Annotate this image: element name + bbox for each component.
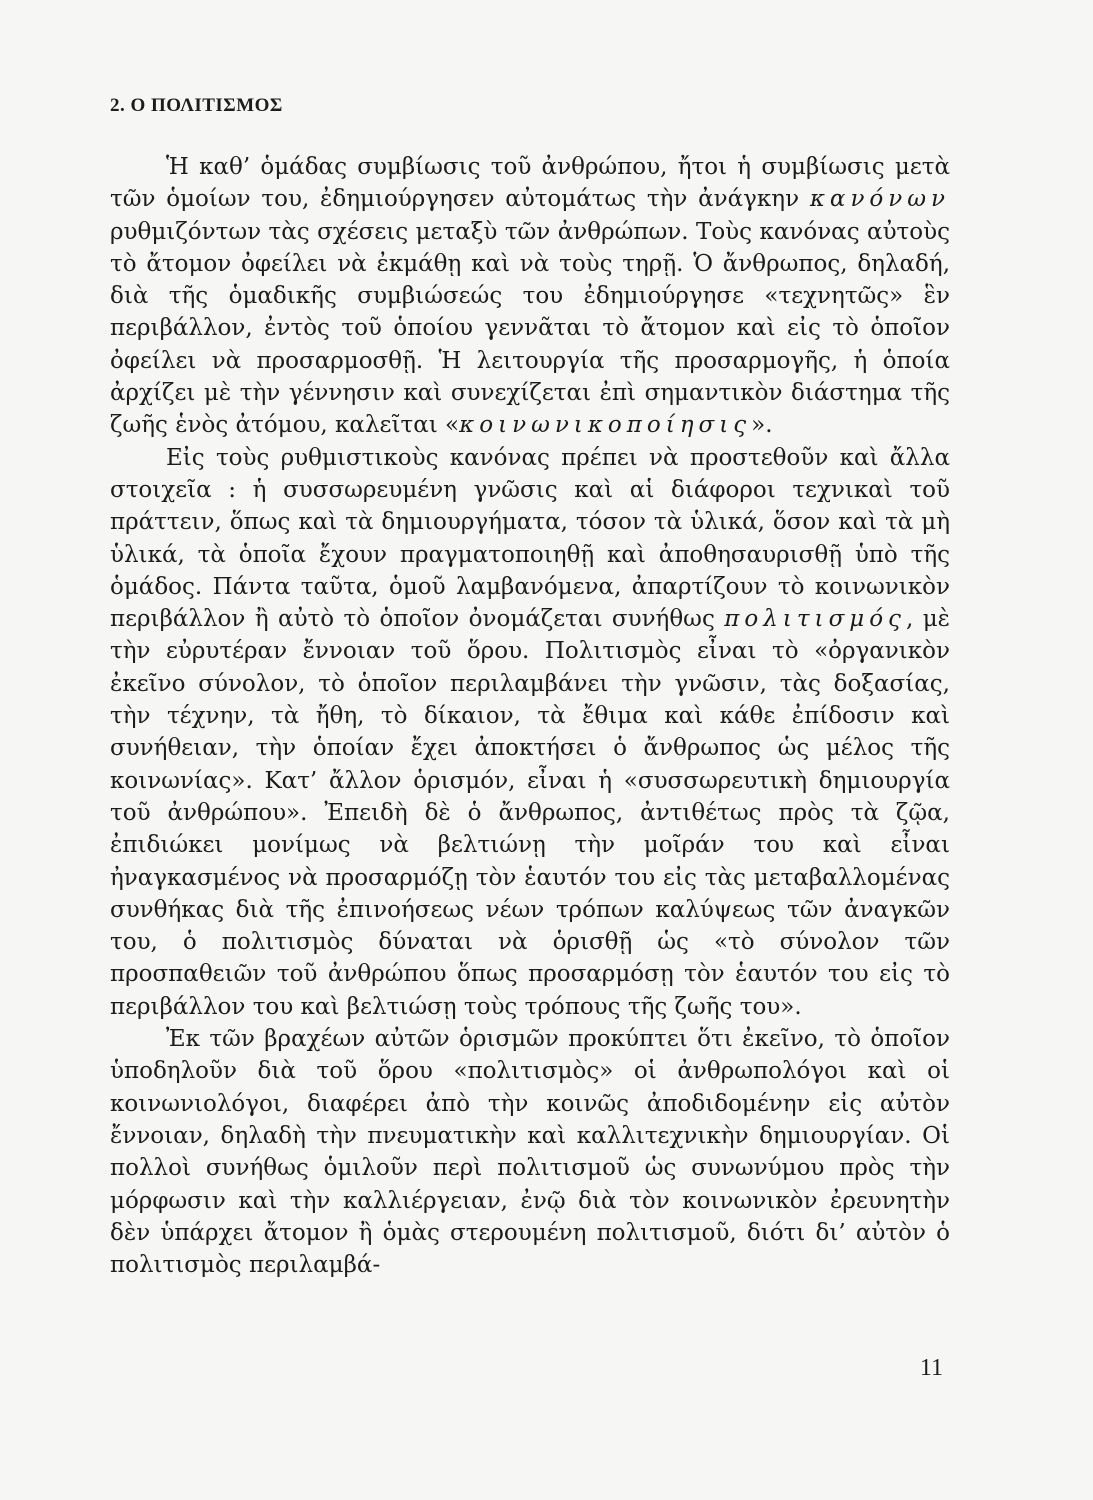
page-number: 11 — [919, 1355, 943, 1381]
paragraph-1-text-b: ρυθμιζόντων τὰς σχέσεις μεταξὺ τῶν ἀνθρώπων. Τοὺς κανόνας αὐτοὺς τὸ ἄτομον ὀφείλει νὰ ἐκμάθῃ καὶ νὰ τοὺς τηρῇ. Ὁ ἄνθρωπος, δηλαδή, διὰ τῆς ὁμαδικῆς συμβιώσεώς του ἐδημιούργησε «τεχνητῶς» ἓν περιβάλλον, ἐντὸς τοῦ ὁποίου γεννᾶται τὸ ἄτομον καὶ εἰς τὸ ὁποῖον ὀφείλει νὰ προσαρμοσθῇ. Ἡ λειτουργία τῆς προσαρμογῆς, ἡ ὁποία ἀρχίζει μὲ τὴν γέννησιν καὶ συνεχίζεται ἐπὶ σημαντικὸν διάστημα τῆς ζωῆς ἑνὸς ἀτόμου, καλεῖται « — [110, 218, 950, 439]
paragraph-1 — [110, 151, 950, 442]
term-kanonon: κανόνων — [809, 186, 950, 213]
paragraph-3-text: Ἐκ τῶν βραχέων αὐτῶν ὁρισμῶν προκύπτει ὅτι ἐκεῖνο, τὸ ὁποῖον ὑποδηλοῦν διὰ τοῦ ὅρου «πολιτισμὸς» οἱ ἀνθρωπολόγοι καὶ οἱ κοινωνιολόγοι, διαφέρει ἀπὸ τὴν κοινῶς ἀποδιδομένην εἰς αὐτὸν ἔννοιαν, δηλαδὴ τὴν πνευματικὴν καὶ καλλιτεχνικὴν δημιουργίαν. Οἱ πολλοὶ συνήθως ὁμιλοῦν περὶ πολιτισμοῦ ὡς συνωνύμου πρὸς τὴν μόρφωσιν καὶ τὴν καλλιέργειαν, ἐνῷ διὰ τὸν κοινωνικὸν ἐρευνητὴν δὲν ὑπάρχει ἄτομον ἢ ὁμὰς στερουμένη πολιτισμοῦ, διότι δι’ αὐτὸν ὁ πολιτισμὸς περιλαμβά- — [110, 1026, 950, 1279]
term-koinonikopoiisis: κοινωνικοποίησις — [459, 412, 752, 439]
paragraph-1-text-a: Ἡ καθ’ ὁμάδας συμβίωσις τοῦ ἀνθρώπου, ἤτοι ἡ συμβίωσις μετὰ τῶν ὁμοίων του, ἐδημιούργησεν αὐτομάτως τὴν ἀνάγκην — [110, 154, 950, 213]
paragraph-2-text-b: , μὲ τὴν εὐρυτέραν ἔννοιαν τοῦ ὅρου. Πολιτισμὸς εἶναι τὸ «ὀργανικὸν ἐκεῖνο σύνολον, τὸ ὁποῖον περιλαμβάνει τὴν γνῶσιν, τὰς δοξασίας, τὴν τέχνην, τὰ ἤθη, τὸ δίκαιον, τὰ ἔθιμα καὶ κάθε ἐπίδοσιν καὶ συνήθειαν, τὴν ὁποίαν ἔχει ἀποκτήσει ὁ ἄνθρωπος ὡς μέλος τῆς κοινωνίας». Κατ’ ἄλλον ὁρισμόν, εἶναι ἡ «συσσωρευτικὴ δημιουργία τοῦ ἀνθρώπου». Ἐπειδὴ δὲ ὁ ἄνθρωπος, ἀντιθέτως πρὸς τὰ ζῷα, ἐπιδιώκει μονίμως νὰ βελτιώνῃ τὴν μοῖράν του καὶ εἶναι ἠναγκασμένος νὰ προσαρμόζῃ τὸν ἑαυτόν του εἰς τὰς μεταβαλλομένας συνθήκας διὰ τῆς ἐπινοήσεως νέων τρόπων καλύψεως τῶν ἀναγκῶν του, ὁ πολιτισμὸς δύναται νὰ ὁρισθῇ ὡς «τὸ σύνολον τῶν προσπαθειῶν τοῦ ἀνθρώπου ὅπως προσαρμόσῃ τὸν ἑαυτόν του εἰς τὸ περιβάλλον του καὶ βελτιώσῃ τοὺς τρόπους τῆς ζωῆς του». — [110, 606, 950, 1020]
term-politismos: πολιτισμός — [724, 606, 906, 633]
paragraph-1-text-c: ». — [751, 412, 773, 439]
paragraph-2-text-a: Εἰς τοὺς ρυθμιστικοὺς κανόνας πρέπει νὰ προστεθοῦν καὶ ἄλλα στοιχεῖα : ἡ συσσωρευμένη γνῶσις καὶ αἱ διάφοροι τεχνικαὶ τοῦ πράττειν, ὅπως καὶ τὰ δημιουργήματα, τόσον τὰ ὑλικά, ὅσον καὶ τὰ μὴ ὑλικά, τὰ ὁποῖα ἔχουν πραγματοποιηθῇ καὶ ἀποθησαυρισθῇ ὑπὸ τῆς ὁμάδος. Πάντα ταῦτα, ὁμοῦ λαμβανόμενα, ἀπαρτίζουν τὸ κοινωνικὸν περιβάλλον ἢ αὐτὸ τὸ ὁποῖον ὀνομάζεται συνήθως — [110, 444, 950, 633]
paragraph-2 — [110, 442, 950, 1023]
page-body — [110, 95, 950, 1281]
paragraph-3 — [110, 1023, 950, 1281]
section-heading: 2. Ο ΠΟΛΙΤΙΣΜΟΣ — [110, 95, 283, 116]
